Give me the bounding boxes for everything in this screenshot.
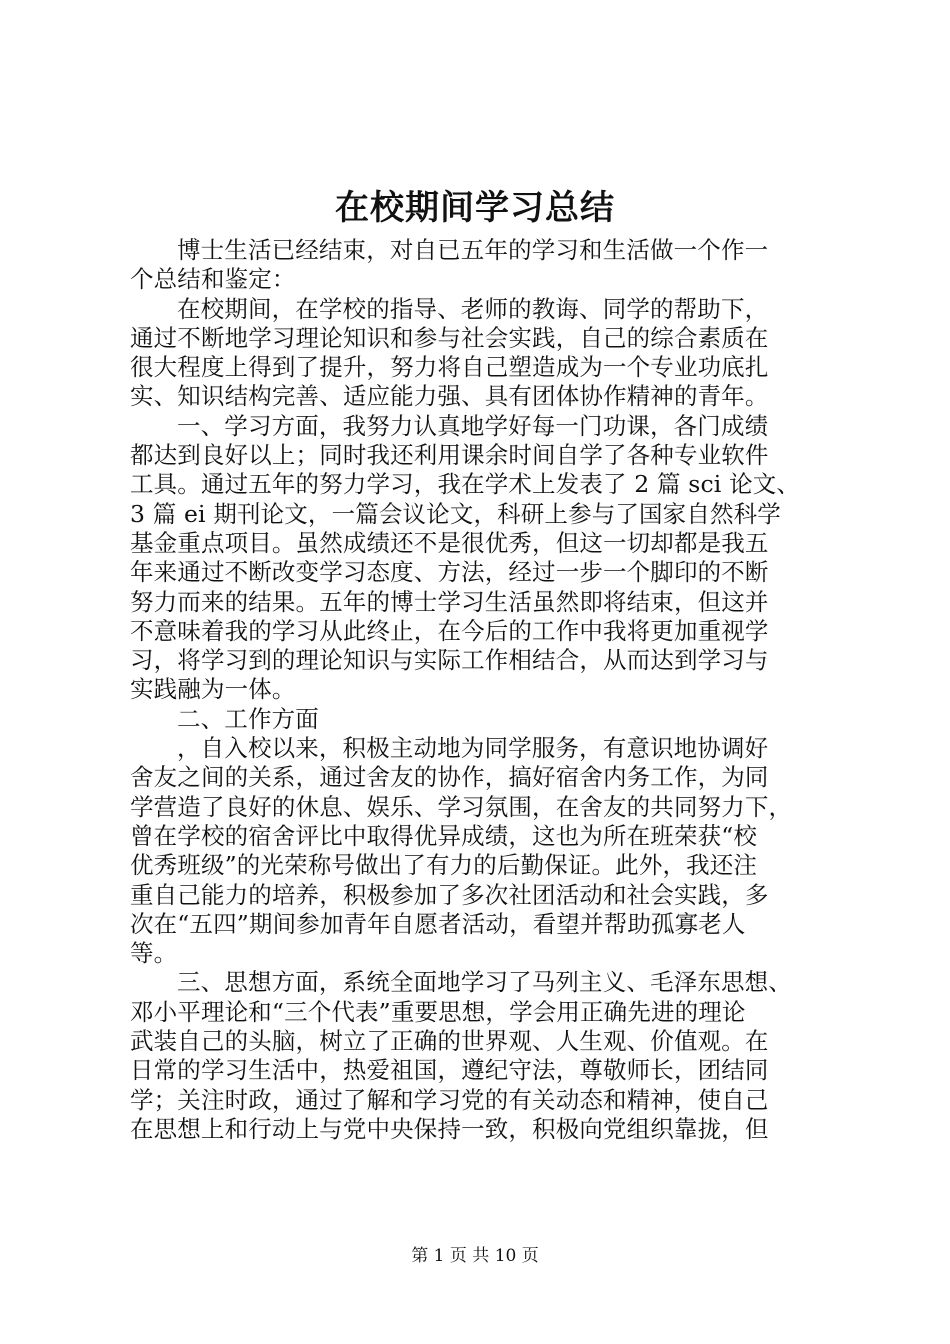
text-line: 习，将学习到的理论知识与实际工作相结合，从而达到学习与 (130, 646, 769, 675)
text-line: 武装自己的头脑，树立了正确的世界观、人生观、价值观。在 (130, 1027, 769, 1056)
text-line: 不意味着我的学习从此终止，在今后的工作中我将更加重视学 (130, 616, 769, 645)
text-line: 次在“五四”期间参加青年自愿者活动，看望并帮助孤寡老人 (130, 909, 746, 938)
text-line: 三、思想方面，系统全面地学习了马列主义、毛泽东思想、 (177, 968, 792, 997)
text-line: 个总结和鉴定： (130, 265, 296, 294)
text-line: 通过不断地学习理论知识和参与社会实践，自己的综合素质在 (130, 323, 769, 352)
page-footer: 第 1 页 共 10 页 (411, 1246, 539, 1266)
text-line: 3 篇 ei 期刊论文，一篇会议论文，科研上参与了国家自然科学 (130, 499, 781, 528)
text-line: 学营造了良好的休息、娱乐、学习氛围，在舍友的共同努力下， (130, 792, 793, 821)
text-line: 日常的学习生活中，热爱祖国，遵纪守法，尊敬师长，团结同 (130, 1056, 769, 1085)
text-line: 在校期间，在学校的指导、老师的教诲、同学的帮助下， (177, 294, 769, 323)
text-line: 实、知识结构完善、适应能力强、具有团体协作精神的青年。 (130, 382, 769, 411)
text-line: 曾在学校的宿舍评比中取得优异成绩，这也为所在班荣获“校 (130, 821, 758, 850)
text-line: 年来通过不断改变学习态度、方法，经过一步一个脚印的不断 (130, 558, 769, 587)
document-body (130, 236, 830, 1144)
text-line: 等。 (130, 939, 178, 968)
text-line: 很大程度上得到了提升，努力将自己塑造成为一个专业功底扎 (130, 353, 769, 382)
text-line: 在思想上和行动上与党中央保持一致，积极向党组织靠拢，但 (130, 1114, 769, 1143)
text-line: 重自己能力的培养，积极参加了多次社团活动和社会实践，多 (130, 880, 769, 909)
text-line: 邓小平理论和“三个代表”重要思想，学会用正确先进的理论 (130, 997, 746, 1026)
text-line: 努力而来的结果。五年的博士学习生活虽然即将结束，但这并 (130, 587, 769, 616)
document-title: 在校期间学习总结 (335, 188, 615, 228)
text-line: 学；关注时政，通过了解和学习党的有关动态和精神，使自己 (130, 1085, 769, 1114)
text-line: 博士生活已经结束，对自已五年的学习和生活做一个作一 (177, 236, 769, 264)
text-line: 舍友之间的关系，通过舍友的协作，搞好宿舍内务工作，为同 (130, 763, 769, 792)
text-line: 都达到良好以上；同时我还利用课余时间自学了各种专业软件 (130, 441, 769, 470)
text-line: ，自入校以来，积极主动地为同学服务，有意识地协调好 (177, 734, 769, 763)
text-line: 工具。通过五年的努力学习，我在学术上发表了 2 篇 sci 论文、 (130, 470, 801, 499)
text-line: 基金重点项目。虽然成绩还不是很优秀，但这一切却都是我五 (130, 528, 769, 557)
text-line: 二、工作方面 (177, 704, 319, 733)
text-line: 优秀班级”的光荣称号做出了有力的后勤保证。此外，我还注 (130, 851, 758, 880)
text-line: 实践融为一体。 (130, 675, 296, 704)
text-line: 一、学习方面，我努力认真地学好每一门功课，各门成绩 (177, 411, 769, 440)
